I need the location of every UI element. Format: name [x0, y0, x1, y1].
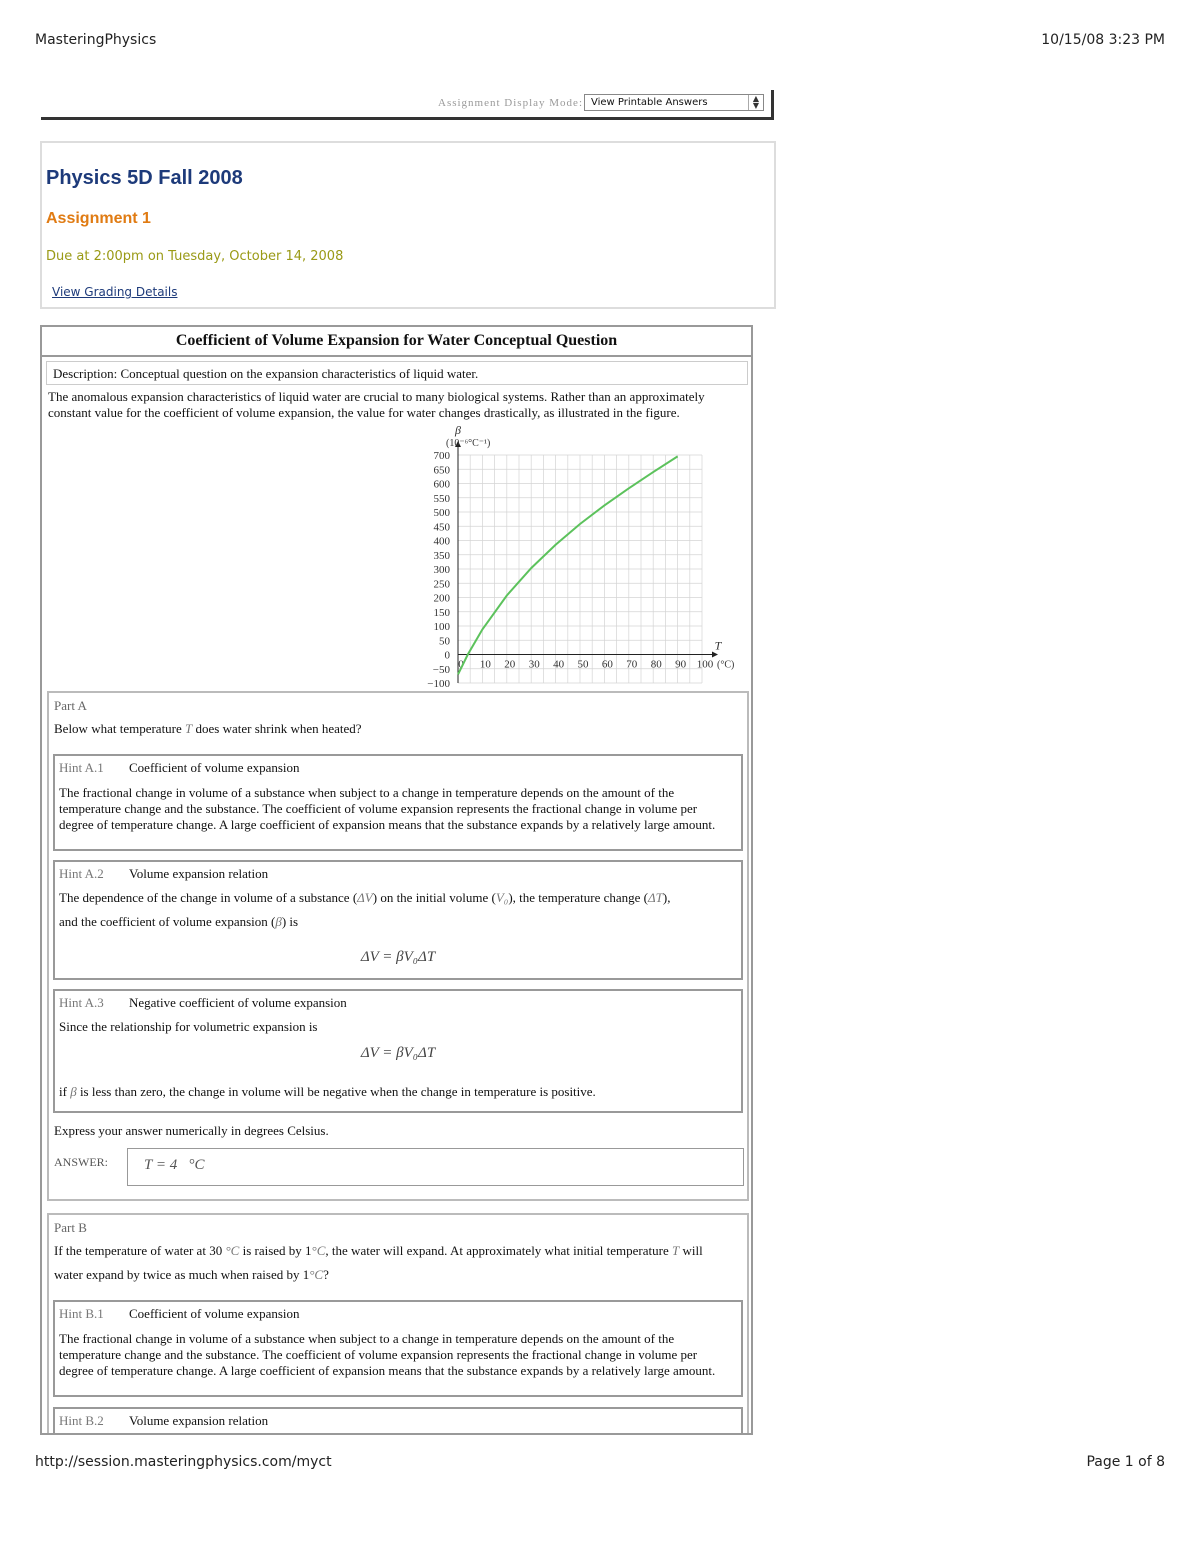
- part-b-panel: [47, 1213, 749, 1435]
- x-tick-label: 10: [479, 658, 491, 671]
- hint-title: Volume expansion relation: [129, 866, 269, 881]
- due-date: Due at 2:00pm on Tuesday, October 14, 2008: [46, 249, 344, 264]
- y-tick-label: 600: [433, 478, 450, 491]
- hint-label: Hint B.1: [59, 1306, 104, 1321]
- hint-label: Hint A.2: [59, 866, 104, 881]
- x-tick-label: 0: [458, 658, 464, 671]
- print-footer-url: http://session.masteringphysics.com/myct: [35, 1454, 332, 1470]
- question-title: Coefficient of Volume Expansion for Water Conceptual Question: [175, 332, 618, 349]
- y-axis-symbol: β: [455, 423, 461, 437]
- y-tick-label: −100: [427, 678, 450, 690]
- part-a-label: Part A: [54, 698, 87, 713]
- print-header-title: MasteringPhysics: [35, 32, 157, 48]
- select-arrows-icon: ▲ ▼: [748, 95, 763, 110]
- hint-body: The fractional change in volume of a substance when subject to a change in temperature depends on the amount of the temperature change and the substance. The coefficient of volume expansion represents the fractional change in volume per degree of temperature change. A large coefficient of expansion means that the substance expands by a relatively large amount.: [59, 785, 716, 832]
- y-axis-unit: (10⁻⁶°C⁻¹): [446, 438, 491, 449]
- y-tick-label: 100: [433, 621, 450, 633]
- x-axis-unit: (°C): [717, 659, 735, 671]
- hint-title: Coefficient of volume expansion: [129, 1306, 300, 1321]
- hint-body: The fractional change in volume of a substance when subject to a change in temperature depends on the amount of the temperature change and the substance. The coefficient of volume expansion represents the fractional change in volume per degree of temperature change. A large coefficient of expansion means that the substance expands by a relatively large amount.: [59, 1331, 716, 1378]
- part-a-question: Below what temperature T does water shrink when heated?: [54, 721, 362, 736]
- answer-instruction: Express your answer numerically in degrees Celsius.: [54, 1123, 329, 1138]
- hint-body: Since the relationship for volumetric expansion is: [59, 1019, 318, 1034]
- y-tick-label: 300: [433, 564, 450, 576]
- part-b-question-line2: water expand by twice as much when raised by 1°C?: [54, 1267, 329, 1282]
- equation: ΔV = βV₀ΔT: [360, 949, 436, 965]
- hint-label: Hint A.1: [59, 760, 104, 775]
- y-tick-label: 50: [439, 635, 450, 648]
- x-tick-label: 90: [675, 658, 687, 671]
- answer-label: ANSWER:: [54, 1155, 108, 1169]
- display-mode-label: Assignment Display Mode:: [438, 97, 583, 109]
- hint-body-cont: if β is less than zero, the change in volume will be negative when the change in temperature is positive.: [59, 1084, 596, 1099]
- hint-a1[interactable]: [53, 754, 743, 851]
- x-tick-label: 40: [553, 658, 565, 671]
- x-tick-label: 50: [577, 658, 589, 671]
- hint-label: Hint A.3: [59, 995, 104, 1010]
- y-tick-label: 500: [433, 507, 450, 519]
- expansion-coefficient-chart: [415, 422, 745, 692]
- part-a-panel: [47, 691, 749, 1201]
- y-tick-label: 400: [433, 535, 450, 548]
- title-divider: [42, 355, 751, 357]
- y-tick-label: 700: [433, 450, 450, 462]
- y-tick-label: −50: [432, 663, 450, 676]
- hint-b2[interactable]: [53, 1407, 743, 1435]
- course-title: Physics 5D Fall 2008: [46, 167, 243, 189]
- grading-details-link[interactable]: View Grading Details: [52, 285, 178, 299]
- print-header-datetime: 10/15/08 3:23 PM: [1041, 32, 1165, 48]
- x-tick-label: 60: [601, 658, 613, 671]
- hint-a2[interactable]: [53, 860, 743, 980]
- hint-label: Hint B.2: [59, 1413, 104, 1428]
- y-tick-label: 250: [433, 578, 450, 591]
- y-tick-label: 200: [433, 592, 450, 605]
- print-footer-page: Page 1 of 8: [1086, 1454, 1165, 1470]
- part-b-label: Part B: [54, 1220, 87, 1235]
- y-tick-label: 0: [444, 649, 450, 662]
- x-tick-label: 70: [626, 658, 638, 671]
- display-mode-select[interactable]: [584, 94, 764, 111]
- x-axis-symbol: T: [714, 638, 722, 653]
- x-tick-label: 30: [528, 658, 540, 671]
- x-tick-label: 100: [696, 658, 714, 671]
- answer-field[interactable]: [127, 1148, 744, 1186]
- equation: ΔV = βV₀ΔT: [360, 1045, 436, 1061]
- y-tick-label: 450: [433, 521, 450, 534]
- y-tick-label: 350: [433, 549, 450, 562]
- y-tick-label: 150: [433, 606, 450, 619]
- y-tick-label: 550: [433, 492, 450, 505]
- question-description: Description: Conceptual question on the expansion characteristics of liquid water.: [46, 361, 748, 385]
- hint-body-cont: and the coefficient of volume expansion (β) is: [59, 914, 299, 929]
- question-panel: [40, 325, 753, 1435]
- course-info-panel: [40, 141, 776, 309]
- assignment-title: Assignment 1: [46, 210, 151, 227]
- x-tick-label: 20: [504, 658, 516, 671]
- hint-title: Coefficient of volume expansion: [129, 760, 300, 775]
- hint-title: Negative coefficient of volume expansion: [129, 995, 347, 1010]
- hint-title: Volume expansion relation: [129, 1413, 269, 1428]
- question-intro: The anomalous expansion characteristics of liquid water are crucial to many biological systems. Rather than an approximately constant value for the coefficient of volume expansion, the value for water changes drastically, as illustrated in the figure.: [48, 389, 705, 420]
- hint-a3[interactable]: [53, 989, 743, 1113]
- display-mode-value: View Printable Answers: [591, 97, 708, 108]
- display-mode-bar: [41, 90, 774, 120]
- hint-b1[interactable]: [53, 1300, 743, 1397]
- x-tick-label: 80: [650, 658, 662, 671]
- y-tick-label: 650: [433, 464, 450, 477]
- part-b-question-line1: If the temperature of water at 30 °C is raised by 1°C, the water will expand. At approximately what initial temperature T will: [54, 1243, 703, 1258]
- hint-body: The dependence of the change in volume of a substance (ΔV) on the initial volume (V₀), the temperature change (ΔT),: [59, 890, 671, 905]
- answer-value: T = 4 °C: [144, 1157, 205, 1173]
